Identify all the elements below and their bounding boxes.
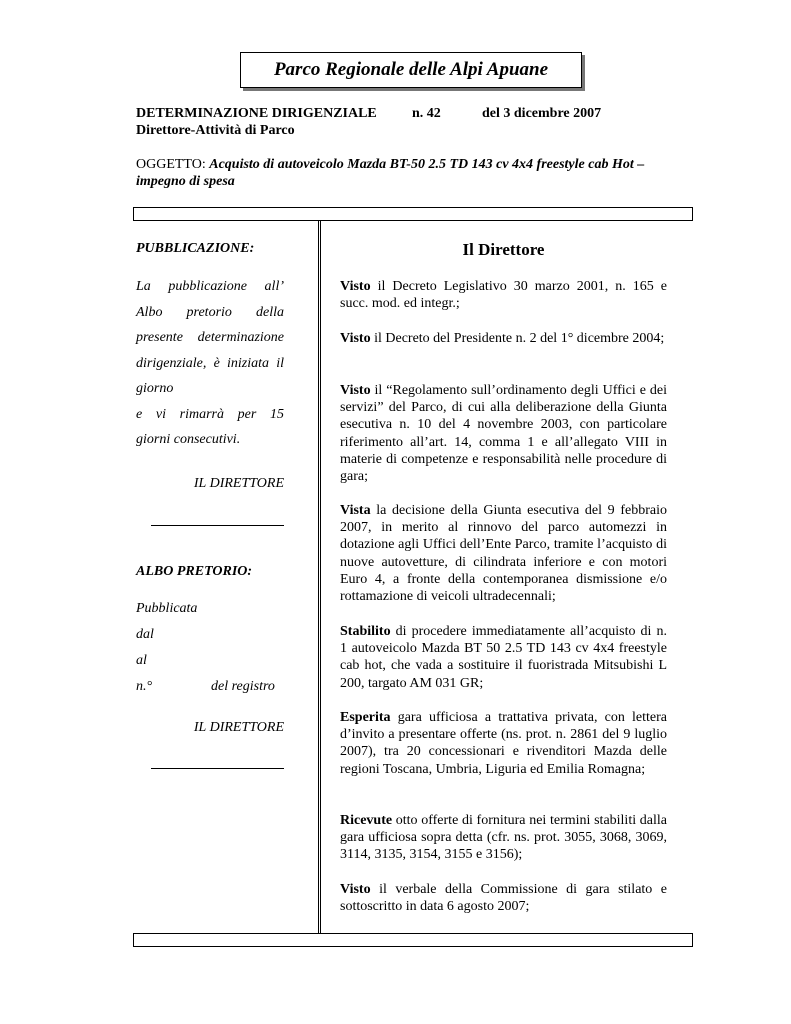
pubblicazione-signature-line	[151, 525, 284, 526]
pubblicazione-body	[136, 274, 284, 453]
paragraph-lead: Esperita	[340, 710, 391, 725]
paragraph-lead: Stabilito	[340, 624, 391, 639]
pubblicazione-heading: PUBBLICAZIONE:	[136, 241, 255, 256]
determination-office: Direttore-Attività di Parco	[136, 123, 295, 138]
pubblicazione-line: e vi rimarrà per 15	[136, 406, 284, 422]
pubblicazione-line: presente determinazione	[136, 330, 284, 345]
paragraph-ricevute	[340, 812, 667, 864]
pubblicazione-signature: IL DIRETTORE	[193, 476, 284, 491]
albo-number-label: n.°	[136, 679, 153, 694]
pubblicazione-line: giorno	[136, 381, 174, 396]
pubblicazione-line: La pubblicazione all’	[136, 279, 284, 294]
albo-number-row	[136, 674, 284, 700]
paragraph-text: il verbale della Commissione di gara stilato e sottoscritto in data 6 agosto 2007;	[340, 882, 667, 915]
direttore-title: Il Direttore	[462, 240, 545, 259]
paragraph-visto-regolamento	[340, 382, 667, 485]
paragraph-lead: Visto	[340, 383, 371, 398]
pubblicazione-line: giorni consecutivi.	[136, 432, 241, 447]
albo-body	[136, 596, 284, 700]
paragraph-stabilito	[340, 623, 667, 692]
paragraph-lead: Visto	[340, 331, 371, 346]
albo-signature: IL DIRETTORE	[193, 720, 284, 735]
paragraph-text: il “Regolamento sull’ordinamento degli Uffici e dei servizi” del Parco, di cui alla deliberazione della Giunta esecutiva n. 10 del 4 novembre 2003, con particolare riferimento all’art. 14, comma 1 e all’allegato VIII in materie di competenze e responsabilità nelle procedure di gara;	[340, 383, 667, 485]
albo-dal: dal	[136, 627, 154, 642]
column-divider	[318, 221, 321, 933]
paragraph-text: di procedere immediatamente all’acquisto di n. 1 autoveicolo Mazda BT 50 2.5 TD 143 cv 4x4 freestyle cab hot, che vada a sostituire il fuoristrada Mitsubishi L 200, targato AM 031 GR;	[340, 624, 667, 691]
paragraph-visto-decreto	[340, 278, 667, 312]
document-title: Parco Regionale delle Alpi Apuane	[273, 59, 549, 80]
paragraph-visto-verbale	[340, 881, 667, 915]
albo-heading: ALBO PRETORIO:	[136, 564, 253, 579]
determination-number: n. 42	[412, 106, 441, 121]
determination-date: del 3 dicembre 2007	[482, 106, 602, 121]
subject-block	[136, 156, 692, 190]
paragraph-esperita	[340, 709, 667, 778]
paragraph-text: il Decreto del Presidente n. 2 del 1° dicembre 2004;	[370, 331, 665, 346]
paragraph-text: il Decreto Legislativo 30 marzo 2001, n. 165 e succ. mod. ed integr.;	[340, 279, 667, 312]
albo-registro-label: del registro	[211, 679, 275, 694]
paragraph-lead: Ricevute	[340, 813, 393, 828]
pubblicazione-line: dirigenziale, è iniziata il	[136, 355, 284, 371]
paragraph-lead: Visto	[340, 882, 371, 897]
albo-al: al	[136, 653, 147, 668]
paragraph-vista-decisione	[340, 502, 667, 605]
paragraph-lead: Vista	[340, 503, 371, 518]
paragraph-text: la decisione della Giunta esecutiva del 9 febbraio 2007, in merito al rinnovo del parco automezzi in dotazione agli Uffici dell’Ente Parco, tramite l’acquisto di nuove autovetture, di cilindrata inferiore e con motori Euro 4, a fronte della contemporanea dismissione e/o rottamazione di veicoli ultradecennali;	[340, 503, 667, 605]
bottom-divider-bar	[133, 933, 693, 947]
paragraph-text: gara ufficiosa a trattativa privata, con lettera d’invito a presentare offerte (ns. prot. n. 2861 del 9 luglio 2007), tra 20 concessionari e rivenditori Mazda delle regioni Toscana, Umbria, Liguria ed Emilia Romagna;	[340, 710, 667, 777]
subject-text: Acquisto di autoveicolo Mazda BT-50 2.5 TD 143 cv 4x4 freestyle cab Hot – impegno di spesa	[136, 157, 645, 189]
subject-label: OGGETTO:	[136, 157, 206, 172]
top-divider-bar	[133, 207, 693, 221]
determination-type: DETERMINAZIONE DIRIGENZIALE	[136, 106, 377, 121]
albo-pubblicata: Pubblicata	[136, 601, 198, 616]
document-title-box	[240, 52, 582, 88]
pubblicazione-line: Albo pretorio della	[136, 304, 284, 320]
paragraph-lead: Visto	[340, 279, 371, 294]
paragraph-visto-presidente	[340, 330, 667, 347]
albo-signature-line	[151, 768, 284, 769]
paragraph-text: otto offerte di fornitura nei termini stabiliti dalla gara ufficiosa sopra detta (cfr. ns. prot. 3055, 3068, 3069, 3114, 3135, 3154, 3155 e 3156);	[340, 813, 667, 863]
